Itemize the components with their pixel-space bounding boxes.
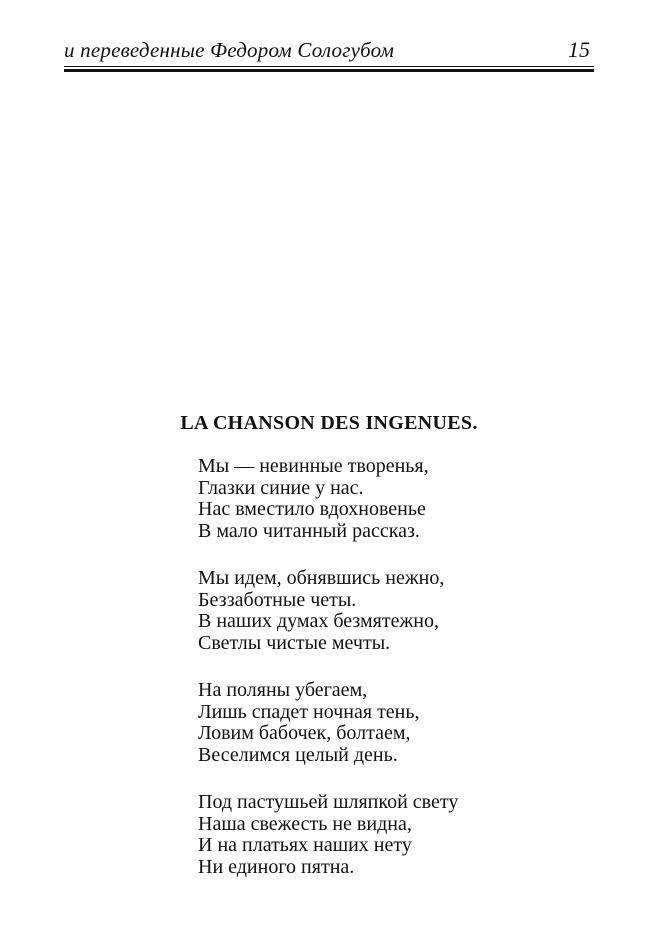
poem-title: LA CHANSON DES INGENUES.: [180, 412, 478, 434]
poem-line: И на платьях наших нету: [198, 834, 412, 856]
poem-line: Лишь спадет ночная тень,: [198, 700, 420, 723]
poem-line: На поляны убегаем,: [198, 679, 368, 701]
poem-line: Светлы чистые мечты.: [198, 631, 391, 654]
poem-line: Наша свежесть не видна,: [198, 812, 412, 835]
poem-line: В мало читанный рассказ.: [198, 519, 420, 542]
poem-line: Мы — невинные творенья,: [198, 455, 429, 477]
running-title: и переведенные Федором Сологубом: [64, 38, 395, 62]
poem-line: Под пастушьей шляпкой свету: [198, 791, 459, 813]
poem-line: Мы идем, обнявшись нежно,: [198, 567, 445, 589]
header-rule-thin: [64, 66, 594, 67]
poem-body: [198, 456, 618, 904]
poem-line: Веселимся целый день.: [198, 743, 398, 766]
header-rule-thick: [64, 69, 594, 72]
poem-line: Ловим бабочек, болтаем,: [198, 722, 411, 744]
poem-line: Глазки синие у нас.: [198, 476, 364, 499]
stanza: [198, 680, 618, 766]
stanza: [198, 568, 618, 654]
running-head: [64, 36, 594, 64]
poem-line: Нас вместило вдохновенье: [198, 498, 426, 520]
stanza: [198, 456, 618, 542]
stanza: [198, 792, 618, 878]
poem-line: В наших думах безмятежно,: [198, 610, 439, 632]
poem-line: Беззаботные четы.: [198, 588, 357, 611]
poem-line: Ни единого пятна.: [198, 855, 355, 878]
page-number: 15: [568, 37, 590, 62]
